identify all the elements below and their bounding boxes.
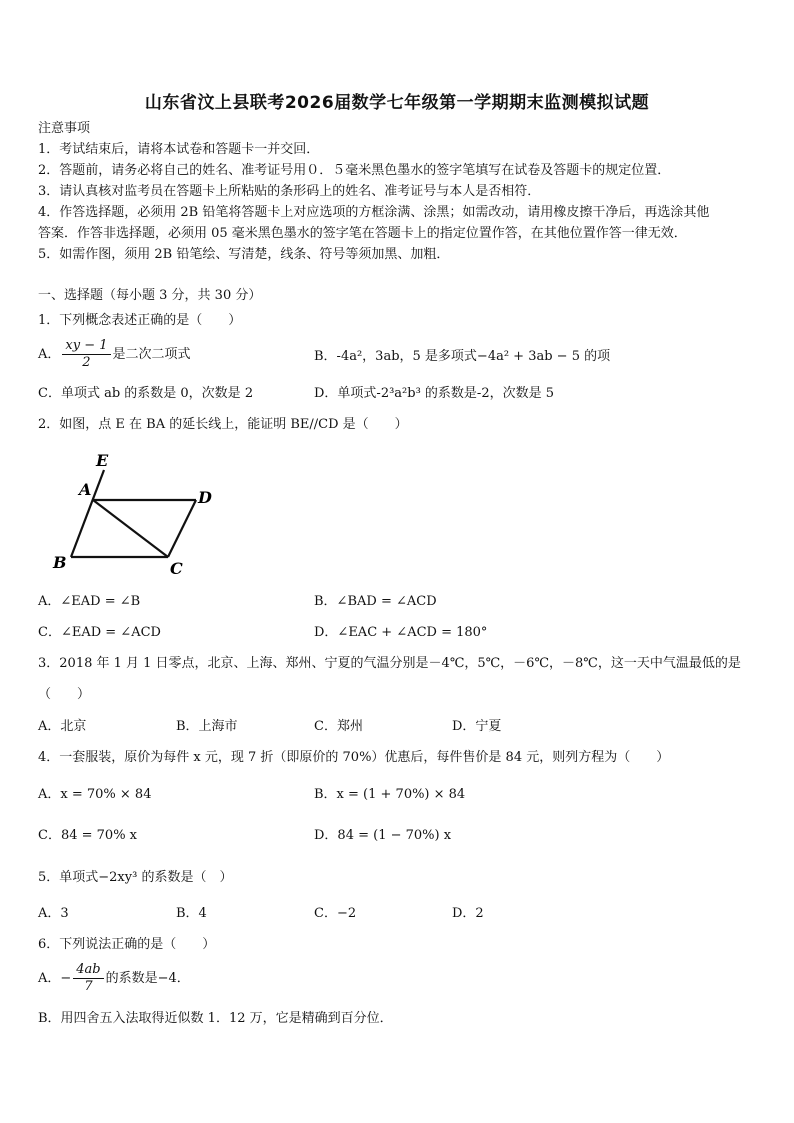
fraction [73, 962, 103, 995]
question-4-option-b: B．x = (1 + 70%) × 84 [314, 787, 466, 802]
question-3-stem-cont: （ ） [38, 687, 91, 702]
option-a-label: A． [38, 347, 61, 362]
question-1-stem: 1．下列概念表述正确的是（ ） [38, 313, 242, 328]
fraction-numerator: 4ab [73, 962, 103, 979]
notice-item-4: 4．作答选择题，必须用 2B 铅笔将答题卡上对应选项的方框涂满、涂黑；如需改动，请用橡皮擦干净后，再选涂其他 [38, 205, 710, 220]
line-AC [93, 500, 168, 557]
option-a-label: A．− [38, 971, 72, 986]
question-4-stem: 4．一套服装，原价为每件 x 元，现 7 折（即原价的 70%）优惠后，每件售价是 84 元，则列方程为（ ） [38, 750, 670, 765]
question-2-option-d: D．∠EAC + ∠ACD = 180° [314, 625, 488, 640]
question-3-option-a: A．北京 [38, 719, 87, 734]
label-D: D [198, 488, 212, 507]
page-title: 山东省汶上县联考2026届数学七年级第一学期期末监测模拟试题 [144, 93, 650, 113]
option-a-text: 是二次二项式 [112, 347, 191, 362]
question-5-option-c: C．−2 [314, 906, 357, 921]
notice-item-5: 5．如需作图，须用 2B 铅笔绘、写清楚，线条、符号等须加黑、加粗． [38, 247, 450, 262]
question-3-stem: 3．2018 年 1 月 1 日零点，北京、上海、郑州、宁夏的气温分别是－4℃，5℃，－6℃，－8℃，这一天中气温最低的是 [38, 656, 741, 671]
fraction [62, 338, 110, 371]
question-1-option-d: D．单项式-2³a²b³ 的系数是-2，次数是 5 [314, 386, 554, 401]
question-3-option-b: B．上海市 [176, 719, 238, 734]
question-2-option-c: C．∠EAD = ∠ACD [38, 625, 161, 640]
label-A: A [79, 480, 92, 499]
fraction-denominator: 2 [82, 355, 91, 370]
label-E: E [96, 451, 109, 470]
line-CD [168, 500, 196, 557]
notice-item-4-cont: 答案．作答非选择题，必须用 05 毫米黑色墨水的签字笔在答题卡上的指定位置作答，在其他位置作答一律无效． [38, 226, 687, 241]
fraction-denominator: 7 [84, 979, 93, 994]
question-2-option-b: B．∠BAD = ∠ACD [314, 594, 437, 609]
question-1-option-b: B．-4a²，3ab，5 是多项式−4a² + 3ab − 5 的项 [314, 349, 611, 364]
question-5-option-b: B．4 [176, 906, 207, 921]
question-2-option-a: A．∠EAD = ∠B [38, 594, 141, 609]
question-6-stem: 6．下列说法正确的是（ ） [38, 937, 216, 952]
option-a-text: 的系数是−4． [105, 971, 190, 986]
question-1-option-c: C．单项式 ab 的系数是 0，次数是 2 [38, 386, 254, 401]
notice-item-1: 1．考试结束后，请将本试卷和答题卡一并交回． [38, 142, 320, 157]
question-5-stem: 5．单项式−2xy³ 的系数是（ ） [38, 870, 233, 885]
question-1-option-a [38, 338, 191, 371]
notice-heading: 注意事项 [38, 121, 91, 136]
question-5-option-d: D．2 [452, 906, 484, 921]
question-4-option-a: A．x = 70% × 84 [38, 787, 152, 802]
notice-item-3: 3．请认真核对监考员在答题卡上所粘贴的条形码上的姓名、准考证号与本人是否相符． [38, 184, 541, 199]
geometry-figure [46, 448, 226, 578]
section-heading: 一、选择题（每小题 3 分，共 30 分） [38, 288, 262, 303]
question-4-option-d: D．84 = (1 − 70%) x [314, 828, 452, 843]
fraction-numerator: xy − 1 [62, 338, 110, 355]
question-4-option-c: C．84 = 70% x [38, 828, 138, 843]
question-6-option-b: B．用四舍五入法取得近似数 1．12 万，它是精确到百分位． [38, 1011, 393, 1026]
notice-item-2: 2．答题前，请务必将自己的姓名、准考证号用０．５毫米黑色墨水的签字笔填写在试卷及答题卡的规定位置． [38, 163, 671, 178]
question-6-option-a [38, 962, 190, 995]
question-2-stem: 2．如图，点 E 在 BA 的延长线上，能证明 BE//CD 是（ ） [38, 417, 408, 432]
question-3-option-d: D．宁夏 [452, 719, 502, 734]
question-3-option-c: C．郑州 [314, 719, 363, 734]
label-B: B [53, 553, 67, 572]
label-C: C [170, 559, 183, 578]
question-5-option-a: A．3 [38, 906, 69, 921]
